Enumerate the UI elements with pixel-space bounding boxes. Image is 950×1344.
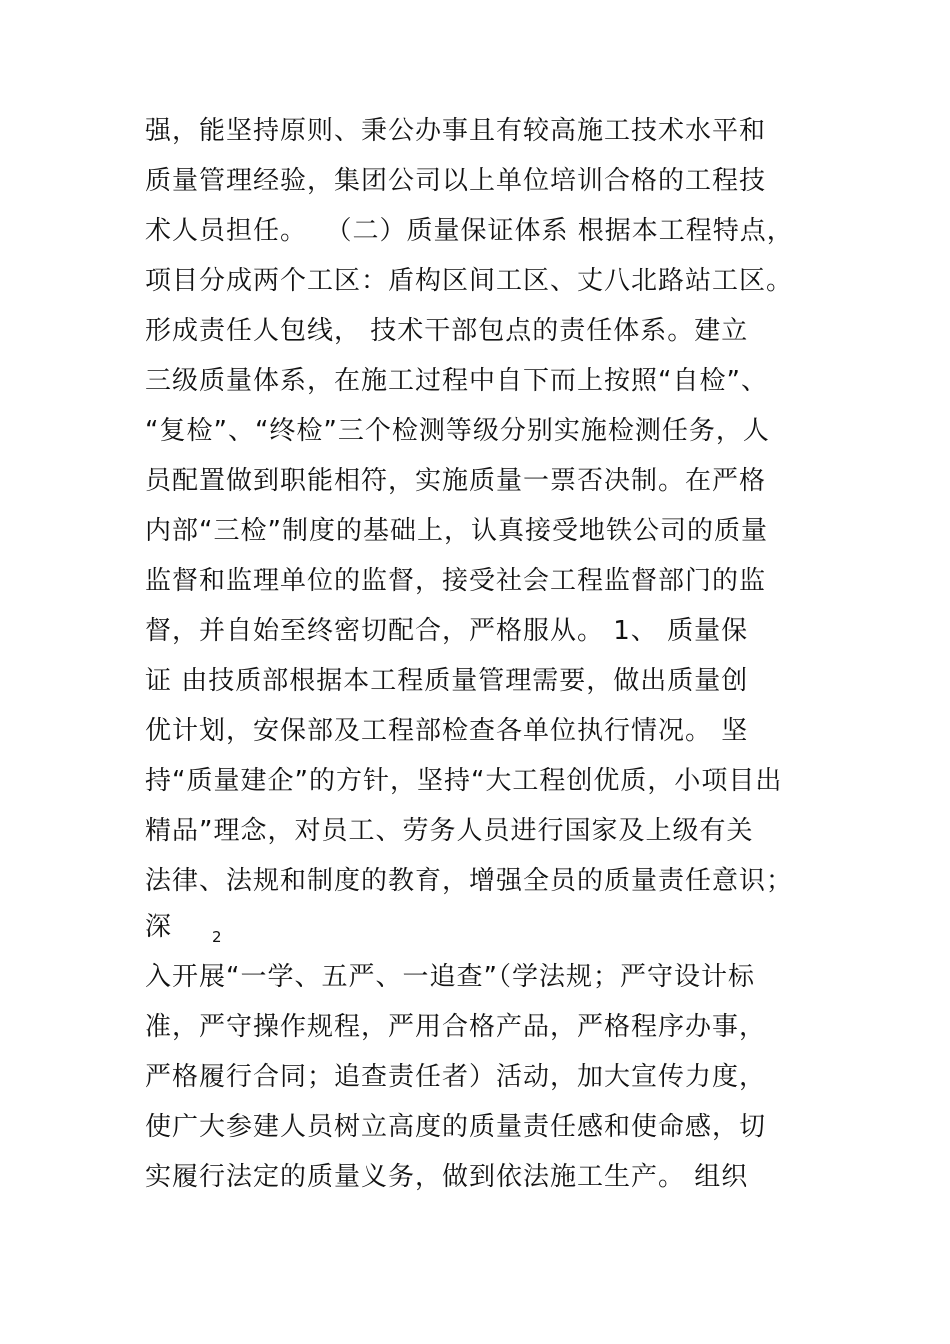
text-line: 员配置做到职能相符，实施质量一票否决制。在严格 [145,466,767,496]
text-line: 项目分成两个工区：盾构区间工区、丈八北路站工区。 [145,266,794,296]
text-line: 质量管理经验，集团公司以上单位培训合格的工程技 [145,166,767,196]
text-line: 强，能坚持原则、秉公办事且有较高施工技术水平和 [145,116,767,146]
text-line: 证 由技质部根据本工程质量管理需要，做出质量创 [145,666,749,696]
text-line: 督，并自始至终密切配合，严格服从。 1、 质量保 [145,616,749,646]
text-line: 内部“三检”制度的基础上，认真接受地铁公司的质量 [145,516,768,546]
text-line: 使广大参建人员树立高度的质量责任感和使命感，切 [145,1112,767,1142]
text-line: 严格履行合同；追查责任者）活动，加大宣传力度， [145,1062,767,1092]
text-line: 深 [145,912,173,942]
text-line: 形成责任人包线， 技术干部包点的责任体系。建立 [145,316,749,346]
text-line: 持“质量建企”的方针，坚持“大工程创优质，小项目出 [145,766,783,796]
text-line: “复检”、“终检”三个检测等级分别实施检测任务，人 [145,416,770,446]
page-number: 2 [212,928,222,946]
text-line: 监督和监理单位的监督，接受社会工程监督部门的监 [145,566,767,596]
text-line: 三级质量体系，在施工过程中自下而上按照“自检”、 [145,366,768,396]
text-line: 优计划，安保部及工程部检查各单位执行情况。 坚 [145,716,749,746]
text-line: 法律、法规和制度的教育，增强全员的质量责任意识； [145,866,794,896]
text-line: 精品”理念，对员工、劳务人员进行国家及上级有关 [145,816,754,846]
text-line: 准，严守操作规程，严用合格产品，严格程序办事， [145,1012,767,1042]
text-line: 术人员担任。 （二）质量保证体系 根据本工程特点， [145,216,794,246]
text-line: 入开展“一学、五严、一追查”（学法规；严守设计标 [145,962,755,992]
text-line: 实履行法定的质量义务，做到依法施工生产。 组织 [145,1162,749,1192]
